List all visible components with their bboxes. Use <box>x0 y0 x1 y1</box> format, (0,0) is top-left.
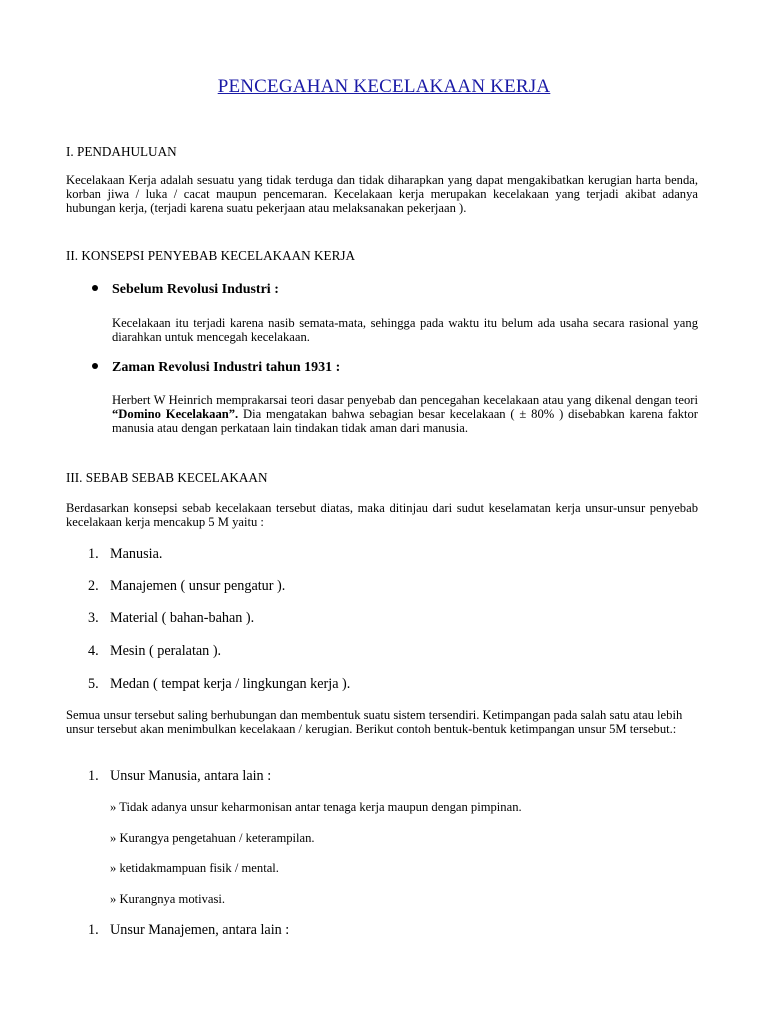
list-number: 3. <box>88 610 99 626</box>
list-text: Medan ( tempat kerja / lingkungan kerja ). <box>110 676 351 692</box>
list-text: Unsur Manusia, antara lain : <box>110 768 272 784</box>
list-number: 2. <box>88 578 99 594</box>
list-text: Manajemen ( unsur pengatur ). <box>110 578 286 594</box>
document-title: PENCEGAHAN KECELAKAAN KERJA <box>217 76 551 97</box>
list-item <box>88 768 271 784</box>
section-heading-pendahuluan: I. PENDAHULUAN <box>66 144 177 159</box>
list-item <box>88 922 289 938</box>
list-item <box>88 578 285 594</box>
list-text: Manusia. <box>110 546 163 562</box>
sub-list-item: » Kurangya pengetahuan / keterampilan. <box>110 831 315 845</box>
section-heading-sebab: III. SEBAB SEBAB KECELAKAAN <box>66 470 268 485</box>
sub-list-item: » Tidak adanya unsur keharmonisan antar tenaga kerja maupun dengan pimpinan. <box>110 800 522 814</box>
list-number: 1. <box>88 546 99 562</box>
bullet-sebelum-revolusi <box>92 282 279 298</box>
paragraph-sebab-sistem: Semua unsur tersebut saling berhubungan dan membentuk suatu sistem tersendiri. Ketimpangan pada salah satu atau lebih unsur tersebut akan menimbulkan kecelakaan / kerugian. Berikut contoh bentuk-bentuk ketimpangan unsur 5M tersebut.: <box>66 708 683 736</box>
sub-list-item: » ketidakmampuan fisik / mental. <box>110 861 279 875</box>
bullet-label: Zaman Revolusi Industri tahun 1931 : <box>112 360 341 375</box>
list-number: 5. <box>88 676 99 692</box>
list-item <box>88 676 350 692</box>
paragraph-pendahuluan: Kecelakaan Kerja adalah sesuatu yang tidak terduga dan tidak diharapkan yang dapat mengakibatkan kerugian harta benda, korban jiwa / luka / cacat maupun pencemaran. Kecelakaan kerja merupakan kecelakaan yang terjadi akibat adanya hubungan kerja, (terjadi karena suatu pekerjaan atau melaksanakan pekerjaan ). <box>66 173 698 215</box>
list-number: 4. <box>88 643 99 659</box>
list-item <box>88 546 162 562</box>
list-item <box>88 643 221 659</box>
section-heading-konsepsi: II. KONSEPSI PENYEBAB KECELAKAAN KERJA <box>66 248 356 263</box>
bullet-dot-icon <box>92 285 98 291</box>
paragraph-text: Herbert W Heinrich memprakarsai teori dasar penyebab dan pencegahan kecelakaan atau yang dikenal dengan teori <box>112 393 698 407</box>
paragraph-sebelum-revolusi: Kecelakaan itu terjadi karena nasib semata-mata, sehingga pada waktu itu belum ada usaha secara rasional yang diarahkan untuk mencegah kecelakaan. <box>112 316 698 344</box>
list-item <box>88 610 254 626</box>
list-text: Material ( bahan-bahan ). <box>110 610 255 626</box>
list-number: 1. <box>88 922 99 938</box>
list-text: Unsur Manajemen, antara lain : <box>110 922 290 938</box>
bullet-label: Sebelum Revolusi Industri : <box>112 282 279 297</box>
sub-list-item: » Kurangnya motivasi. <box>110 892 226 906</box>
list-number: 1. <box>88 768 99 784</box>
bullet-zaman-revolusi <box>92 360 340 376</box>
domino-term: “Domino Kecelakaan”. <box>112 407 239 421</box>
bullet-dot-icon <box>92 363 98 369</box>
paragraph-sebab-intro: Berdasarkan konsepsi sebab kecelakaan tersebut diatas, maka ditinjau dari sudut keselamatan kerja unsur-unsur penyebab kecelakaan kerja mencakup 5 M yaitu : <box>66 501 698 529</box>
paragraph-text: Dia mengatakan bahwa sebagian besar kecelakaan ( ± 80% ) disebabkan karena faktor manusia atau dengan perkataan lain tindakan tidak aman dari manusia. <box>112 407 698 435</box>
list-text: Mesin ( peralatan ). <box>110 643 222 659</box>
paragraph-zaman-revolusi <box>112 393 698 435</box>
